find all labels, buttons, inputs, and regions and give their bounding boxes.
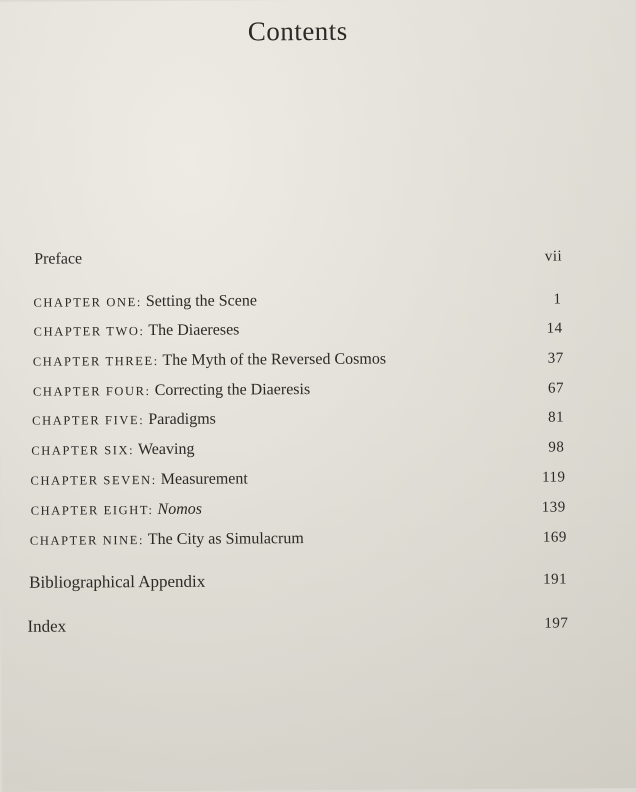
toc-entry-preface [34, 245, 562, 272]
entry-label [34, 318, 240, 343]
entry-page-number: 67 [547, 380, 565, 397]
entry-page-number: 1 [553, 291, 562, 308]
chapter-prefix: CHAPTER EIGHT: [30, 503, 154, 518]
entry-label [30, 527, 304, 553]
chapter-title: Paradigms [148, 410, 216, 429]
chapter-prefix: CHAPTER FOUR: [32, 384, 151, 399]
toc-entry-chapter-6 [31, 435, 564, 462]
entry-label [30, 467, 247, 492]
toc-entry-chapter-7 [30, 465, 565, 492]
entry-page-number: 169 [542, 529, 567, 546]
toc-entry-chapter-3 [33, 346, 564, 373]
chapter-title: Weaving [137, 440, 195, 459]
chapter-title: The City as Simulacrum [147, 530, 304, 549]
entry-label: Bibliographical Appendix [29, 571, 206, 592]
entry-page-number: 98 [548, 439, 565, 456]
entry-page-number: 139 [541, 499, 566, 516]
entry-page-number: 191 [543, 571, 568, 588]
chapter-prefix: CHAPTER TWO: [33, 324, 145, 339]
chapter-title: Correcting the Diaeresis [154, 381, 311, 399]
toc-entry-chapter-2 [34, 317, 563, 344]
chapter-title: Nomos [157, 500, 203, 518]
toc-entry-bibliographical-appendix [29, 567, 567, 594]
chapter-title: Measurement [160, 470, 248, 488]
chapter-prefix: CHAPTER THREE: [32, 353, 159, 369]
entry-label [33, 289, 257, 314]
entry-label [32, 408, 216, 433]
toc-entry-chapter-8 [31, 495, 566, 522]
chapter-title: The Diaereses [148, 321, 240, 340]
entry-page-number: 37 [547, 350, 564, 367]
chapter-prefix: CHAPTER SEVEN: [30, 472, 157, 488]
entry-page-number: 14 [546, 320, 563, 337]
entry-label [31, 498, 202, 523]
entry-page-number: 81 [548, 409, 565, 426]
entry-page-number: 119 [542, 469, 566, 486]
toc-entry-chapter-9 [30, 525, 567, 552]
toc-entry-chapter-1 [33, 288, 561, 315]
entry-page-number: 197 [544, 615, 569, 632]
toc-entry-index [27, 611, 568, 638]
chapter-title: The Myth of the Reversed Cosmos [162, 350, 387, 369]
entry-label [33, 378, 310, 404]
toc-entry-chapter-5 [32, 405, 564, 432]
entry-label: Preface [34, 250, 83, 268]
page-title: Contents [247, 15, 348, 47]
entry-label [33, 348, 386, 374]
toc-entry-chapter-4 [33, 376, 564, 403]
entry-label [31, 438, 194, 463]
chapter-prefix: CHAPTER NINE: [29, 533, 145, 548]
chapter-title: Setting the Scene [145, 292, 258, 311]
entry-label: Index [27, 616, 67, 636]
chapter-prefix: CHAPTER SIX: [31, 443, 135, 458]
chapter-prefix: CHAPTER ONE: [33, 295, 142, 310]
entry-page-number: vii [544, 248, 563, 265]
chapter-prefix: CHAPTER FIVE: [32, 413, 145, 428]
